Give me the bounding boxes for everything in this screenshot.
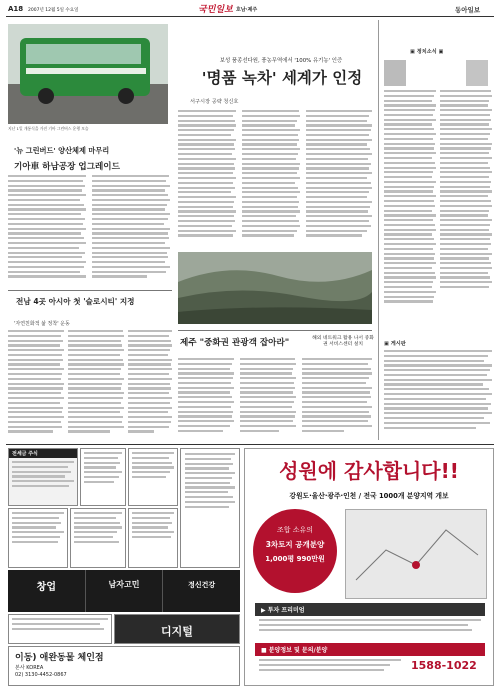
big-ad-subtitle: 강원도·울산·광주·인천 / 전국 1000개 분양지역 개보 (289, 492, 449, 500)
top-story-kicker: 보성 품종선다원, 풍농무역에서 '100% 유기농' 인증 (219, 58, 343, 64)
story3-body-col3 (128, 330, 172, 440)
classified-ad-6[interactable] (70, 508, 126, 568)
person-photo (384, 60, 406, 86)
story4-subhead: 해외 네트워크 활용 나서 중화권 서비스센터 설치 (312, 336, 374, 347)
photo-caption: 지난 1일 개통식을 가진 기아 그린버스 운행 모습 (8, 126, 89, 131)
classified-ad-4[interactable] (180, 448, 240, 568)
section-name: 호남·제주 (236, 7, 258, 13)
story3-rule (8, 290, 172, 291)
notice-body (384, 350, 492, 440)
classified-strip[interactable] (8, 570, 240, 612)
pet-shop-ad-title: 이동) 애완동물 체인점 (15, 653, 104, 663)
people-title: ▣ 정치소식 ▣ (410, 49, 444, 55)
story2-kicker: '뉴 그린버드' 양산체제 마무리 (14, 146, 110, 155)
big-ad-info-lines (255, 657, 405, 675)
story4-body (178, 358, 234, 440)
pet-shop-ad-sub: 본사 KOREA (15, 665, 44, 671)
story3-headline: 전남 4곳 아시아 첫 '슬로시티' 지정 (16, 297, 135, 306)
big-ad-phone: 1588-1022 (411, 659, 477, 672)
tea-field-photo (178, 252, 372, 324)
strip-ad-3[interactable]: 남자고민 (86, 570, 164, 612)
pet-shop-ad[interactable] (8, 646, 240, 686)
people-body-col2 (440, 90, 492, 340)
story2-body (8, 175, 86, 285)
story2-headline: 기아車 하남공장 업그레이드 (14, 162, 120, 172)
classified-ad-7[interactable] (128, 508, 178, 568)
strip-ad-2[interactable]: 창업 (8, 570, 86, 612)
classified-ad-1-title: 전세금 주식 (9, 449, 77, 458)
bus-photo (8, 24, 168, 124)
story4-body-col3 (302, 358, 372, 440)
pet-shop-ad-phone: 02) 3130-4452-0867 (15, 672, 67, 678)
big-ad-badge-line3: 1,000평 990만원 (265, 555, 325, 563)
story2-body-col2 (92, 175, 170, 285)
classified-ad-2[interactable] (80, 448, 126, 506)
big-ad-info-title: ■ 분양정보 및 문의/분양 (255, 643, 485, 656)
ads-rule (6, 444, 494, 445)
story4-rule (178, 330, 372, 331)
top-story-body-col2 (242, 110, 300, 248)
big-ad[interactable] (244, 448, 494, 686)
big-ad-box-lines (255, 617, 485, 635)
right-col-divider (378, 20, 379, 440)
classified-ad-1[interactable] (8, 448, 78, 506)
page-number: A18 (8, 5, 24, 13)
story4-headline: 제주 "중화권 관광객 잡아라" (180, 338, 290, 348)
header-rule (6, 16, 494, 17)
story3-subhead: '자연친화적 삶 정착' 운동 (14, 321, 70, 327)
big-ad-map (345, 509, 487, 599)
top-story-body-col1 (178, 110, 236, 248)
top-story-subhead: 서구시장 공략 청신호 (190, 99, 239, 105)
big-ad-badge-line2: 3차토지 공개분양 (265, 540, 325, 549)
issue-date: 2007년 12월 5일 수요일 (28, 8, 79, 13)
paper-logo: 동아일보 (455, 6, 481, 14)
classified-ad-3[interactable] (128, 448, 178, 506)
story4-body-col2 (240, 358, 296, 440)
person-photo-2 (466, 60, 488, 86)
big-ad-badge (253, 509, 337, 593)
classified-ad-5[interactable] (8, 508, 68, 568)
notice-title: ▣ 게시판 (384, 341, 406, 347)
top-story-headline: '명품 녹차' 세계가 인정 (201, 69, 363, 87)
strip-ad-4[interactable]: 정신건강 (188, 581, 216, 589)
people-body-col1 (384, 90, 436, 340)
classified-ad-8[interactable] (8, 614, 112, 644)
big-ad-title: 성원에 감사합니다!! (279, 459, 459, 483)
story3-body-col2 (68, 330, 124, 440)
big-ad-badge-line1: 조합 소유의 (276, 526, 314, 534)
classified-ad-9-title: 디지털 (161, 625, 193, 638)
classified-ad-9[interactable] (114, 614, 240, 644)
big-ad-box-title: ▶ 투자 프리미엄 (255, 603, 485, 616)
section-logo: 국민일보 (198, 5, 233, 15)
story3-body (8, 330, 64, 440)
top-story-body-col3 (306, 110, 372, 248)
